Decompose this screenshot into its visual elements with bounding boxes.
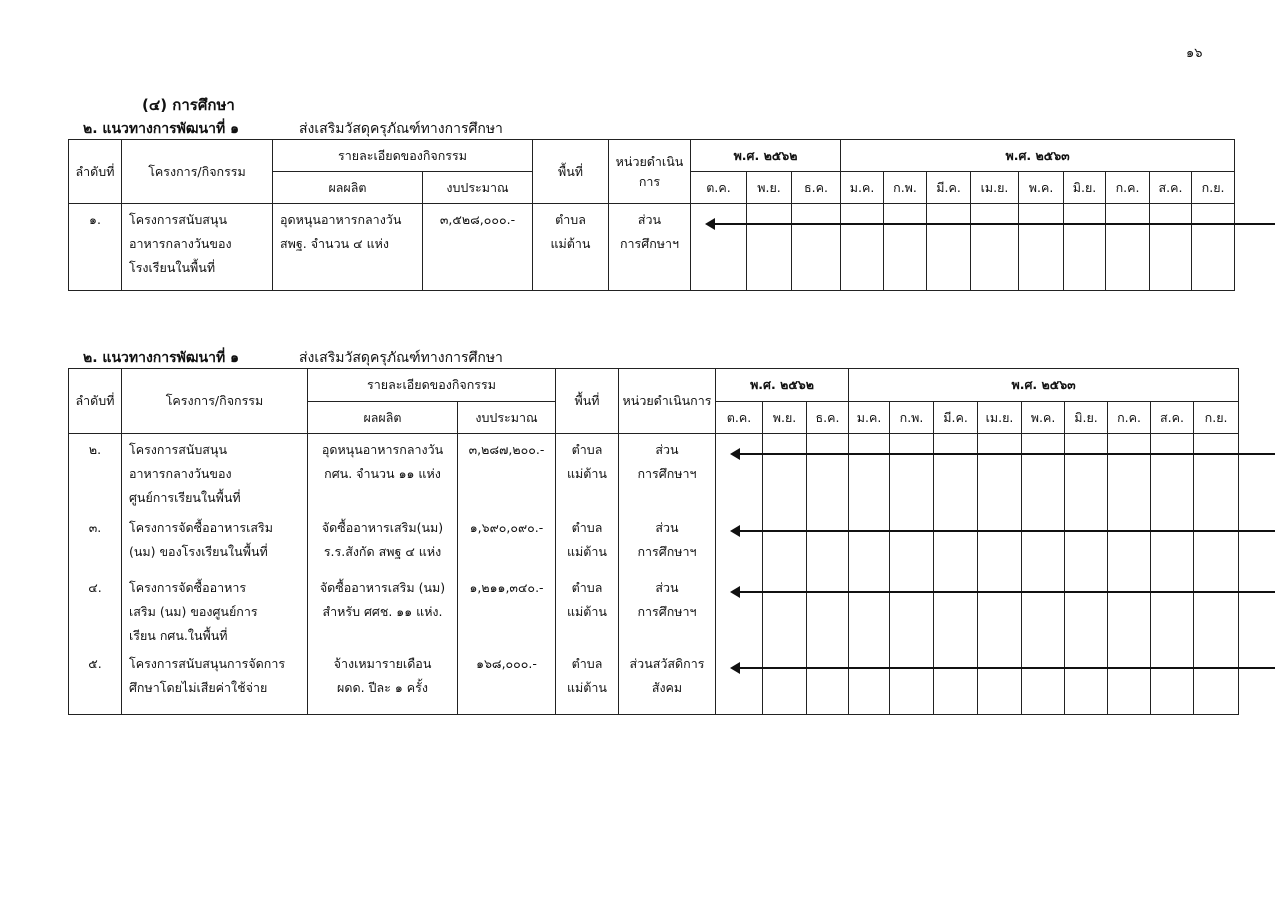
month-cell (1065, 434, 1108, 512)
row-no: ๑. (69, 204, 122, 291)
table-row (69, 648, 1239, 715)
header-year-2562: พ.ศ. ๒๕๖๒ (716, 369, 849, 402)
row-output (308, 434, 458, 512)
row-budget: ๑๖๘,๐๐๐.- (458, 648, 556, 715)
text-line: การศึกษาฯ (637, 543, 697, 559)
row-no: ๔. (69, 572, 122, 648)
month-cell (934, 512, 978, 572)
text-line: โครงการสนับสนุนการจัดการ (129, 655, 286, 671)
table-row (69, 434, 1239, 512)
row-budget: ๓,๒๘๗,๒๐๐.- (458, 434, 556, 512)
header-details: รายละเอียดของกิจกรรม (273, 140, 533, 172)
text-line: ร.ร.สังกัด สพฐ ๔ แห่ง (323, 543, 442, 559)
month-cell (1022, 434, 1065, 512)
strategy-line (83, 347, 503, 369)
row-output (308, 572, 458, 648)
row-no: ๓. (69, 512, 122, 572)
text-line: การศึกษาฯ (619, 236, 680, 251)
text-line: ตำบล (571, 519, 603, 535)
month-cell (1108, 648, 1151, 715)
month-header: พ.ค. (1019, 172, 1064, 204)
row-project (122, 434, 308, 512)
month-cell (884, 204, 927, 291)
month-cell (763, 434, 807, 512)
month-header: เม.ย. (971, 172, 1019, 204)
text-line: ศูนย์การเรียนในพื้นที่ (129, 490, 241, 505)
text-line: ส่วน (655, 442, 679, 457)
month-cell (1194, 434, 1239, 512)
text-line: (นม) ของโรงเรียนในพื้นที่ (129, 543, 268, 559)
text-line: ตำบล (571, 442, 603, 457)
row-unit (619, 434, 716, 512)
row-area (556, 572, 619, 648)
header-year-2563: พ.ศ. ๒๕๖๓ (841, 140, 1235, 172)
strategy-label: ๒. แนวทางการพัฒนาที่ ๑ (83, 121, 239, 137)
month-header: ม.ค. (841, 172, 884, 204)
month-cell (841, 204, 884, 291)
month-cell (807, 572, 849, 648)
month-cell (1064, 204, 1106, 291)
text-line: สำหรับ ศศช. ๑๑ แห่ง. (322, 603, 443, 619)
month-header: ก.พ. (890, 402, 934, 434)
text-line: อาหารกลางวันของ (129, 236, 232, 251)
text-line: ผดด. ปีละ ๑ ครั้ง (337, 679, 428, 695)
month-cell (763, 512, 807, 572)
row-project (122, 572, 308, 648)
text-line: ตำบล (571, 579, 603, 595)
month-cell (807, 434, 849, 512)
month-cell (1194, 648, 1239, 715)
month-cell (716, 434, 763, 512)
text-line: เรียน กศน.ในพื้นที่ (129, 627, 228, 643)
text-line: ส่วน (637, 212, 662, 227)
row-output (273, 204, 423, 291)
month-header: ก.ค. (1108, 402, 1151, 434)
month-cell (1022, 572, 1065, 648)
header-year-2562: พ.ศ. ๒๕๖๒ (691, 140, 841, 172)
month-header: ต.ค. (716, 402, 763, 434)
text-line: โครงการจัดซื้ออาหาร (129, 579, 247, 595)
table-row (69, 512, 1239, 572)
row-area (556, 512, 619, 572)
activity-table (68, 139, 1235, 291)
text-line: โครงการจัดซื้ออาหารเสริม (129, 519, 273, 535)
month-cell (1108, 512, 1151, 572)
page-number: ๑๖ (1186, 46, 1203, 61)
text-line: จัดซื้ออาหารเสริม (นม) (319, 579, 446, 595)
text-line: กศน. จำนวน ๑๑ แห่ง (324, 466, 441, 481)
row-unit (609, 204, 691, 291)
text-line: แม่ต้าน (550, 236, 591, 251)
text-line: แม่ต้าน (567, 679, 607, 695)
activity-table (68, 368, 1239, 715)
month-cell (934, 648, 978, 715)
month-cell (691, 204, 747, 291)
header-output: ผลผลิต (308, 402, 458, 434)
header-unit: หน่วยดำเนินการ (619, 369, 716, 434)
text-line: ศึกษาโดยไม่เสียค่าใช้จ่าย (129, 679, 268, 695)
text-line: ส่วนสวัสดิการ (629, 655, 705, 671)
header-area: พื้นที่ (556, 369, 619, 434)
month-cell (1151, 512, 1194, 572)
month-header: ก.ย. (1192, 172, 1235, 204)
month-header: ม.ค. (849, 402, 890, 434)
table-row (69, 204, 1235, 291)
header-output: ผลผลิต (273, 172, 423, 204)
month-cell (849, 434, 890, 512)
month-cell (890, 512, 934, 572)
text-line: อุดหนุนอาหารกลางวัน (280, 212, 402, 227)
row-no: ๕. (69, 648, 122, 715)
header-no: ลำดับที่ (69, 369, 122, 434)
month-cell (716, 512, 763, 572)
text-line: ตำบล (555, 212, 586, 227)
text-line: ส่วน (655, 519, 679, 535)
text-line: สังคม (651, 679, 683, 695)
month-cell (763, 648, 807, 715)
month-cell (1151, 434, 1194, 512)
header-area: พื้นที่ (533, 140, 609, 204)
header-year-2563: พ.ศ. ๒๕๖๓ (849, 369, 1239, 402)
row-area (533, 204, 609, 291)
month-cell (849, 512, 890, 572)
month-cell (1065, 648, 1108, 715)
text-line: อาหารกลางวันของ (129, 466, 232, 481)
text-line: อุดหนุนอาหารกลางวัน (321, 442, 444, 457)
month-cell (849, 572, 890, 648)
month-cell (978, 572, 1022, 648)
month-cell (971, 204, 1019, 291)
text-line: แม่ต้าน (567, 543, 607, 559)
row-no: ๒. (69, 434, 122, 512)
month-cell (763, 572, 807, 648)
month-header: ก.พ. (884, 172, 927, 204)
row-unit (619, 648, 716, 715)
month-header: ก.ค. (1106, 172, 1150, 204)
row-project (122, 512, 308, 572)
row-project (122, 204, 273, 291)
text-line: แม่ต้าน (567, 466, 607, 481)
text-line: โครงการสนับสนุน (129, 442, 228, 457)
row-area (556, 648, 619, 715)
row-budget: ๑,๒๑๑,๓๔๐.- (458, 572, 556, 648)
text-line: โรงเรียนในพื้นที่ (129, 260, 216, 275)
row-output (308, 512, 458, 572)
month-cell (1108, 572, 1151, 648)
text-line: แม่ต้าน (567, 603, 607, 619)
month-cell (890, 434, 934, 512)
header-budget: งบประมาณ (458, 402, 556, 434)
month-header: มี.ค. (934, 402, 978, 434)
row-budget: ๓,๕๒๘,๐๐๐.- (423, 204, 533, 291)
month-header: พ.ค. (1022, 402, 1065, 434)
month-cell (1150, 204, 1192, 291)
text-line: การศึกษาฯ (637, 466, 697, 481)
month-cell (1022, 512, 1065, 572)
header-details: รายละเอียดของกิจกรรม (308, 369, 556, 402)
month-header: พ.ย. (747, 172, 792, 204)
month-cell (1194, 512, 1239, 572)
month-cell (927, 204, 971, 291)
strategy-description: ส่งเสริมวัสดุครุภัณฑ์ทางการศึกษา (299, 121, 503, 137)
header-budget: งบประมาณ (423, 172, 533, 204)
month-cell (1194, 572, 1239, 648)
month-header: ก.ย. (1194, 402, 1239, 434)
month-cell (716, 648, 763, 715)
month-cell (1108, 434, 1151, 512)
month-cell (807, 648, 849, 715)
row-area (556, 434, 619, 512)
row-unit (619, 572, 716, 648)
month-header: มี.ค. (927, 172, 971, 204)
text-line: โครงการสนับสนุน (129, 212, 228, 227)
strategy-description: ส่งเสริมวัสดุครุภัณฑ์ทางการศึกษา (299, 350, 503, 366)
strategy-label: ๒. แนวทางการพัฒนาที่ ๑ (83, 350, 239, 366)
month-header: ส.ค. (1151, 402, 1194, 434)
text-line: ตำบล (571, 655, 603, 671)
month-cell (1151, 648, 1194, 715)
month-cell (890, 572, 934, 648)
text-line: จ้างเหมารายเดือน (333, 655, 432, 671)
month-cell (1065, 572, 1108, 648)
header-unit: หน่วยดำเนินการ (609, 140, 691, 204)
month-header: มิ.ย. (1064, 172, 1106, 204)
month-header: ธ.ค. (807, 402, 849, 434)
month-header: ธ.ค. (792, 172, 841, 204)
text-line: จัดซื้ออาหารเสริม(นม) (321, 519, 444, 535)
month-header: ส.ค. (1150, 172, 1192, 204)
section-heading: (๔) การศึกษา (142, 96, 235, 114)
row-project (122, 648, 308, 715)
month-cell (1019, 204, 1064, 291)
row-output (308, 648, 458, 715)
month-cell (747, 204, 792, 291)
month-cell (978, 434, 1022, 512)
month-cell (1192, 204, 1235, 291)
text-line: ส่วน (655, 579, 679, 595)
month-cell (978, 648, 1022, 715)
row-budget: ๑,๖๙๐,๐๙๐.- (458, 512, 556, 572)
strategy-line (83, 118, 503, 140)
month-header: ต.ค. (691, 172, 747, 204)
month-cell (1106, 204, 1150, 291)
text-line: การศึกษาฯ (637, 603, 697, 619)
month-cell (849, 648, 890, 715)
month-cell (890, 648, 934, 715)
header-no: ลำดับที่ (69, 140, 122, 204)
month-cell (792, 204, 841, 291)
month-cell (934, 434, 978, 512)
month-header: เม.ย. (978, 402, 1022, 434)
table-row (69, 572, 1239, 648)
month-header: มิ.ย. (1065, 402, 1108, 434)
month-cell (934, 572, 978, 648)
text-line: เสริม (นม) ของศูนย์การ (129, 603, 258, 619)
header-project: โครงการ/กิจกรรม (122, 140, 273, 204)
month-cell (1151, 572, 1194, 648)
month-cell (716, 572, 763, 648)
month-cell (1022, 648, 1065, 715)
month-header: พ.ย. (763, 402, 807, 434)
month-cell (978, 512, 1022, 572)
text-line: สพฐ. จำนวน ๔ แห่ง (280, 236, 389, 251)
month-cell (1065, 512, 1108, 572)
row-unit (619, 512, 716, 572)
header-project: โครงการ/กิจกรรม (122, 369, 308, 434)
month-cell (807, 512, 849, 572)
